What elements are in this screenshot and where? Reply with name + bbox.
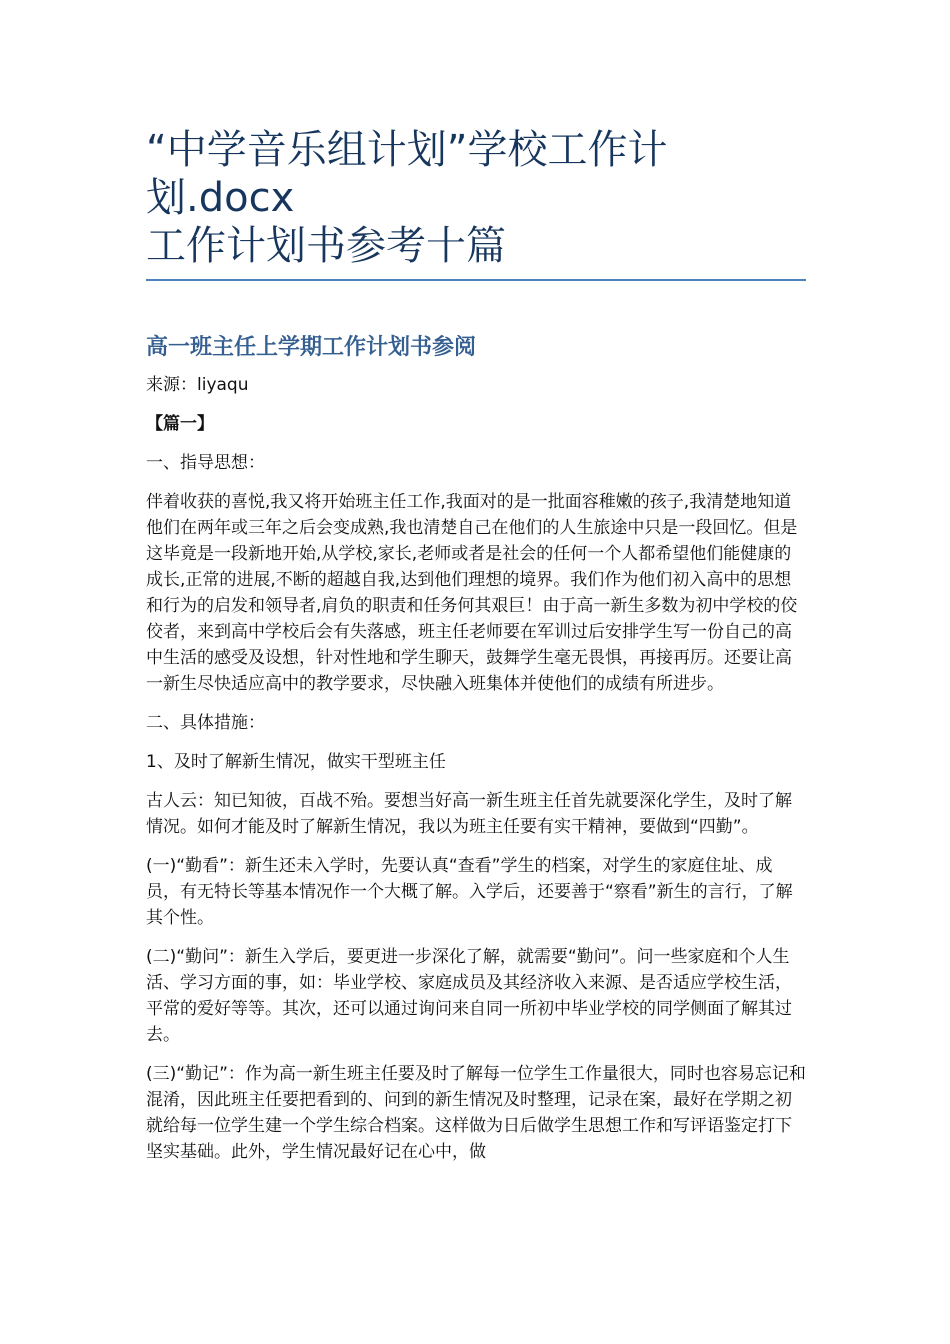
paragraph-diligent-record: (三)“勤记”：作为高一新生班主任要及时了解每一位学生工作量很大，同时也容易忘记和混淆，因此班主任要把看到的、问到的新生情况及时整理，记录在案，最好在学期之初就给每一位学生建一个学生综合档案。这样做为日后做学生思想工作和写评语鉴定打下坚实基础。此外，学生情况最好记在心中，做: [146, 1064, 806, 1162]
heading-guiding-thought: 一、指导思想：: [146, 453, 265, 473]
title-line-3: 工作计划书参考十篇: [146, 223, 506, 269]
heading-specific-measures: 二、具体措施：: [146, 713, 265, 733]
paragraph-know-students: 古人云：知已知彼，百战不殆。要想当好高一新生班主任首先就要深化学生，及时了解情况。如何才能及时了解新生情况，我以为班主任要有实干精神，要做到“四勤”。: [146, 791, 792, 837]
paragraph-diligent-ask: (二)“勤问”：新生入学后，要更进一步深化了解，就需要“勤问”。问一些家庭和个人生活、学习方面的事，如：毕业学校、家庭成员及其经济收入来源、是否适应学校生活，平常的爱好等等。其次，还可以通过询问来自同一所初中毕业学校的同学侧面了解其过去。: [146, 947, 792, 1045]
title-divider: [146, 279, 806, 281]
title-line-2: 划.docx: [146, 175, 295, 221]
source-line: 来源：liyaqu: [146, 375, 249, 395]
subheading-measure-1: 1、及时了解新生情况，做实干型班主任: [146, 752, 446, 772]
paragraph-intro: 伴着收获的喜悦,我又将开始班主任工作,我面对的是一批面容稚嫩的孩子,我清楚地知道他们在两年或三年之后会变成熟,我也清楚自己在他们的人生旅途中只是一段回忆。但是这毕竟是一段新地开始,从学校,家长,老师或者是社会的任何一个人都希望他们能健康的成长,正常的进展,不断的超越自我,达到他们理想的境界。我们作为他们初入高中的思想和行为的启发和领导者,肩负的职责和任务何其艰巨！由于高一新生多数为初中学校的佼佼者，来到高中学校后会有失落感，班主任老师要在军训过后安排学生写一份自己的高中生活的感受及设想，针对性地和学生聊天，鼓舞学生毫无畏惧，再接再厉。还要让高一新生尽快适应高中的教学要求，尽快融入班集体并使他们的成绩有所进步。: [146, 492, 798, 694]
document-body: [146, 372, 806, 1178]
section-heading: 高一班主任上学期工作计划书参阅: [146, 335, 477, 360]
part-label: 【篇一】: [146, 414, 214, 434]
paragraph-diligent-look: (一)“勤看”：新生还未入学时，先要认真“查看”学生的档案，对学生的家庭住址、成员，有无特长等基本情况作一个大概了解。入学后，还要善于“察看”新生的言行，了解其个性。: [146, 856, 793, 928]
title-line-1: “中学音乐组计划”学校工作计: [146, 127, 668, 173]
document-title: [146, 126, 786, 270]
